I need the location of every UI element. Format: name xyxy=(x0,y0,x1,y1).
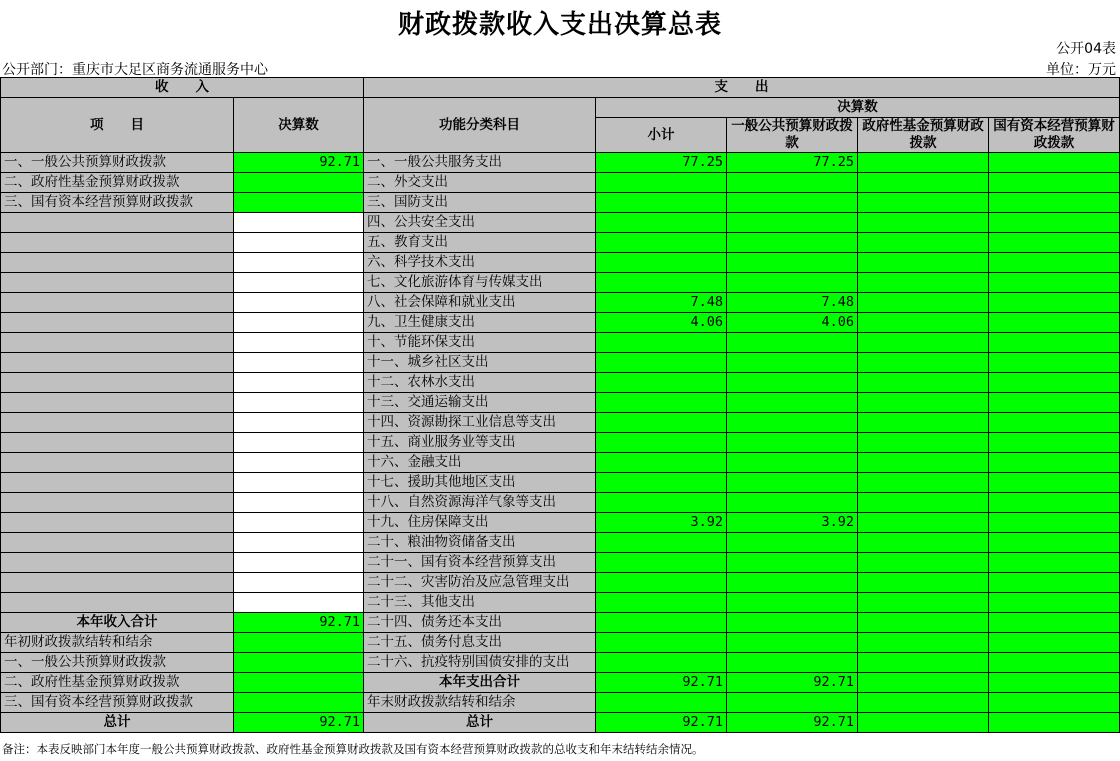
expense-state-capital xyxy=(989,273,1120,293)
expense-gov-fund xyxy=(858,193,989,213)
expense-item-label: 十九、住房保障支出 xyxy=(364,513,596,533)
expense-gov-fund xyxy=(858,153,989,173)
carryover-item-label: 三、国有资本经营预算财政拨款 xyxy=(1,693,234,713)
expense-item-label: 六、科学技术支出 xyxy=(364,253,596,273)
expense-state-capital xyxy=(989,653,1120,673)
expense-state-capital xyxy=(989,193,1120,213)
expense-total-gov-fund xyxy=(858,673,989,693)
expense-general xyxy=(727,653,858,673)
grand-total-state-capital xyxy=(989,713,1120,733)
table-row xyxy=(1,533,1120,553)
table-row xyxy=(1,153,1120,173)
expense-state-capital xyxy=(989,253,1120,273)
expense-state-capital xyxy=(989,453,1120,473)
expense-state-capital xyxy=(989,593,1120,613)
table-row xyxy=(1,593,1120,613)
expense-general xyxy=(727,393,858,413)
expense-item-label: 二十一、国有资本经营预算支出 xyxy=(364,553,596,573)
expense-subtotal xyxy=(596,493,727,513)
expense-item-label: 十二、农林水支出 xyxy=(364,373,596,393)
expense-state-capital xyxy=(989,153,1120,173)
expense-gov-fund xyxy=(858,553,989,573)
income-empty-label xyxy=(1,413,234,433)
expense-state-capital xyxy=(989,553,1120,573)
income-empty-value xyxy=(234,353,364,373)
expense-subtotal xyxy=(596,253,727,273)
income-empty-label xyxy=(1,533,234,553)
expense-item-label: 九、卫生健康支出 xyxy=(364,313,596,333)
expense-gov-fund xyxy=(858,593,989,613)
table-row xyxy=(1,213,1120,233)
carryover-item-label: 一、一般公共预算财政拨款 xyxy=(1,653,234,673)
year-end-label: 年末财政拨款结转和结余 xyxy=(364,693,596,713)
expense-gov-fund xyxy=(858,353,989,373)
income-empty-label xyxy=(1,493,234,513)
expense-subtotal xyxy=(596,233,727,253)
page-title: 财政拨款收入支出决算总表 xyxy=(397,10,722,40)
table-row xyxy=(1,333,1120,353)
table-row xyxy=(1,273,1120,293)
expense-item-label: 二十三、其他支出 xyxy=(364,593,596,613)
income-empty-value xyxy=(234,553,364,573)
income-empty-value xyxy=(234,433,364,453)
expense-subtotal xyxy=(596,653,727,673)
expense-state-capital xyxy=(989,293,1120,313)
income-empty-value xyxy=(234,533,364,553)
expense-item-label: 十一、城乡社区支出 xyxy=(364,353,596,373)
table-row xyxy=(1,553,1120,573)
expense-state-capital xyxy=(989,413,1120,433)
expense-item-label: 二、外交支出 xyxy=(364,173,596,193)
expense-general xyxy=(727,533,858,553)
income-header: 收 入 xyxy=(1,78,364,98)
income-empty-label xyxy=(1,293,234,313)
income-empty-value xyxy=(234,413,364,433)
expense-item-label: 二十二、灾害防治及应急管理支出 xyxy=(364,573,596,593)
expense-general xyxy=(727,253,858,273)
grand-total-income-label: 总计 xyxy=(1,713,234,733)
grand-total-subtotal: 92.71 xyxy=(596,713,727,733)
expense-subtotal xyxy=(596,453,727,473)
final-amount-header: 决算数 xyxy=(596,98,1120,118)
expense-general xyxy=(727,613,858,633)
expense-state-capital xyxy=(989,493,1120,513)
expense-item-label: 三、国防支出 xyxy=(364,193,596,213)
expense-general: 77.25 xyxy=(727,153,858,173)
expense-general xyxy=(727,573,858,593)
expense-gov-fund xyxy=(858,293,989,313)
table-row xyxy=(1,293,1120,313)
expense-state-capital xyxy=(989,433,1120,453)
expense-gov-fund xyxy=(858,413,989,433)
carryover-item-label: 二、政府性基金预算财政拨款 xyxy=(1,673,234,693)
expense-subtotal xyxy=(596,433,727,453)
expense-general xyxy=(727,353,858,373)
expense-item-label: 一、一般公共服务支出 xyxy=(364,153,596,173)
income-item-value xyxy=(234,193,364,213)
expense-item-label: 十、节能环保支出 xyxy=(364,333,596,353)
expense-item-label: 十三、交通运输支出 xyxy=(364,393,596,413)
table-row xyxy=(1,713,1120,733)
income-empty-label xyxy=(1,253,234,273)
expense-subtotal xyxy=(596,193,727,213)
income-empty-label xyxy=(1,393,234,413)
income-item-label: 三、国有资本经营预算财政拨款 xyxy=(1,193,234,213)
expense-subtotal xyxy=(596,273,727,293)
income-empty-label xyxy=(1,353,234,373)
expense-gov-fund xyxy=(858,273,989,293)
income-item-value xyxy=(234,173,364,193)
expense-subtotal: 3.92 xyxy=(596,513,727,533)
expense-gov-fund xyxy=(858,573,989,593)
expense-state-capital xyxy=(989,513,1120,533)
income-empty-value xyxy=(234,593,364,613)
income-empty-value xyxy=(234,393,364,413)
income-total-value: 92.71 xyxy=(234,613,364,633)
expense-general xyxy=(727,413,858,433)
state-capital-header: 国有资本经营预算财政拨款 xyxy=(989,118,1120,153)
expense-gov-fund xyxy=(858,633,989,653)
income-empty-value xyxy=(234,473,364,493)
expense-general: 3.92 xyxy=(727,513,858,533)
expense-state-capital xyxy=(989,393,1120,413)
expense-subtotal xyxy=(596,413,727,433)
expense-item-label: 十四、资源勘探工业信息等支出 xyxy=(364,413,596,433)
carryover-value xyxy=(234,633,364,653)
expense-subtotal: 7.48 xyxy=(596,293,727,313)
expense-subtotal xyxy=(596,373,727,393)
expense-general xyxy=(727,493,858,513)
expense-item-label: 二十五、债务付息支出 xyxy=(364,633,596,653)
income-empty-value xyxy=(234,373,364,393)
expense-subtotal: 4.06 xyxy=(596,313,727,333)
expense-item-label: 十五、商业服务业等支出 xyxy=(364,433,596,453)
expense-general xyxy=(727,473,858,493)
income-empty-label xyxy=(1,213,234,233)
income-item-label: 一、一般公共预算财政拨款 xyxy=(1,153,234,173)
expense-gov-fund xyxy=(858,233,989,253)
expense-subtotal: 77.25 xyxy=(596,153,727,173)
income-item-value: 92.71 xyxy=(234,153,364,173)
expense-general xyxy=(727,593,858,613)
expense-general xyxy=(727,633,858,653)
expense-subtotal xyxy=(596,533,727,553)
expense-general xyxy=(727,553,858,573)
gov-fund-header: 政府性基金预算财政拨款 xyxy=(858,118,989,153)
expense-general xyxy=(727,233,858,253)
expense-item-label: 二十六、抗疫特别国债安排的支出 xyxy=(364,653,596,673)
table-row xyxy=(1,453,1120,473)
item-header: 项 目 xyxy=(1,98,234,153)
amount-header: 决算数 xyxy=(234,98,364,153)
carryover-item-value xyxy=(234,653,364,673)
expense-item-label: 二十、粮油物资储备支出 xyxy=(364,533,596,553)
form-number: 公开04表 xyxy=(1056,41,1116,57)
grand-total-income-value: 92.71 xyxy=(234,713,364,733)
carryover-item-value xyxy=(234,693,364,713)
table-row xyxy=(1,633,1120,653)
expense-item-label: 四、公共安全支出 xyxy=(364,213,596,233)
income-total-label: 本年收入合计 xyxy=(1,613,234,633)
unit-label: 单位：万元 xyxy=(1046,62,1116,78)
expense-general xyxy=(727,453,858,473)
expense-state-capital xyxy=(989,213,1120,233)
table-row xyxy=(1,373,1120,393)
expense-state-capital xyxy=(989,533,1120,553)
expense-state-capital xyxy=(989,473,1120,493)
expense-total-general: 92.71 xyxy=(727,673,858,693)
income-empty-value xyxy=(234,573,364,593)
expense-general xyxy=(727,213,858,233)
expense-subtotal xyxy=(596,573,727,593)
expense-gov-fund xyxy=(858,253,989,273)
income-empty-label xyxy=(1,553,234,573)
year-end-subtotal xyxy=(596,693,727,713)
carryover-item-value xyxy=(234,673,364,693)
expense-item-label: 十八、自然资源海洋气象等支出 xyxy=(364,493,596,513)
table-row xyxy=(1,613,1120,633)
expense-item-label: 十六、金融支出 xyxy=(364,453,596,473)
expense-gov-fund xyxy=(858,333,989,353)
expense-gov-fund xyxy=(858,373,989,393)
table-row xyxy=(1,253,1120,273)
income-empty-value xyxy=(234,293,364,313)
expense-subtotal xyxy=(596,473,727,493)
expense-state-capital xyxy=(989,633,1120,653)
expense-general xyxy=(727,333,858,353)
income-empty-label xyxy=(1,333,234,353)
expense-state-capital xyxy=(989,333,1120,353)
expense-state-capital xyxy=(989,613,1120,633)
table-row xyxy=(1,513,1120,533)
grand-total-general: 92.71 xyxy=(727,713,858,733)
expense-gov-fund xyxy=(858,473,989,493)
expense-subtotal xyxy=(596,613,727,633)
expense-total-state-capital xyxy=(989,673,1120,693)
income-empty-label xyxy=(1,473,234,493)
table-row xyxy=(1,473,1120,493)
budget-table xyxy=(0,77,1120,733)
footnote: 备注：本表反映部门本年度一般公共预算财政拨款、政府性基金预算财政拨款及国有资本经营预算财政拨款的总收支和年末结转结余情况。 xyxy=(2,742,704,756)
table-row xyxy=(1,573,1120,593)
expense-state-capital xyxy=(989,173,1120,193)
income-empty-label xyxy=(1,273,234,293)
table-row xyxy=(1,353,1120,373)
year-end-state-capital xyxy=(989,693,1120,713)
income-empty-label xyxy=(1,573,234,593)
expense-total-label: 本年支出合计 xyxy=(364,673,596,693)
table-row xyxy=(1,673,1120,693)
table-row xyxy=(1,233,1120,253)
expense-item-label: 八、社会保障和就业支出 xyxy=(364,293,596,313)
expense-gov-fund xyxy=(858,393,989,413)
income-empty-value xyxy=(234,453,364,473)
expense-subtotal xyxy=(596,333,727,353)
expense-state-capital xyxy=(989,353,1120,373)
expense-subtotal xyxy=(596,213,727,233)
expense-gov-fund xyxy=(858,213,989,233)
expense-general: 7.48 xyxy=(727,293,858,313)
year-end-general xyxy=(727,693,858,713)
expense-gov-fund xyxy=(858,313,989,333)
table-row xyxy=(1,413,1120,433)
table-row xyxy=(1,493,1120,513)
income-empty-value xyxy=(234,253,364,273)
grand-total-gov-fund xyxy=(858,713,989,733)
expense-general xyxy=(727,173,858,193)
income-empty-value xyxy=(234,493,364,513)
expense-subtotal xyxy=(596,173,727,193)
table-row xyxy=(1,173,1120,193)
income-empty-label xyxy=(1,233,234,253)
expense-subtotal xyxy=(596,593,727,613)
table-row xyxy=(1,313,1120,333)
expense-general: 4.06 xyxy=(727,313,858,333)
expense-total-subtotal: 92.71 xyxy=(596,673,727,693)
expense-gov-fund xyxy=(858,453,989,473)
income-item-label: 二、政府性基金预算财政拨款 xyxy=(1,173,234,193)
table-row xyxy=(1,433,1120,453)
expense-subtotal xyxy=(596,633,727,653)
expense-state-capital xyxy=(989,573,1120,593)
income-empty-value xyxy=(234,513,364,533)
subtotal-header: 小计 xyxy=(596,118,727,153)
expense-general xyxy=(727,273,858,293)
expense-general xyxy=(727,193,858,213)
expense-gov-fund xyxy=(858,433,989,453)
func-subject-header: 功能分类科目 xyxy=(364,98,596,153)
expense-gov-fund xyxy=(858,533,989,553)
expense-gov-fund xyxy=(858,613,989,633)
table-row xyxy=(1,193,1120,213)
year-end-gov-fund xyxy=(858,693,989,713)
income-empty-value xyxy=(234,233,364,253)
expense-general xyxy=(727,373,858,393)
income-empty-label xyxy=(1,453,234,473)
expense-gov-fund xyxy=(858,173,989,193)
expense-state-capital xyxy=(989,313,1120,333)
expense-item-label: 十七、援助其他地区支出 xyxy=(364,473,596,493)
income-empty-value xyxy=(234,213,364,233)
expense-gov-fund xyxy=(858,513,989,533)
income-empty-label xyxy=(1,373,234,393)
table-row xyxy=(1,693,1120,713)
table-row xyxy=(1,393,1120,413)
expense-subtotal xyxy=(596,353,727,373)
income-empty-value xyxy=(234,273,364,293)
expense-state-capital xyxy=(989,373,1120,393)
expense-gov-fund xyxy=(858,653,989,673)
table-row xyxy=(1,653,1120,673)
expense-item-label: 二十四、债务还本支出 xyxy=(364,613,596,633)
expense-general xyxy=(727,433,858,453)
expense-gov-fund xyxy=(858,493,989,513)
income-empty-value xyxy=(234,313,364,333)
grand-total-expense-label: 总计 xyxy=(364,713,596,733)
income-empty-value xyxy=(234,333,364,353)
expense-subtotal xyxy=(596,553,727,573)
expense-item-label: 七、文化旅游体育与传媒支出 xyxy=(364,273,596,293)
carryover-label: 年初财政拨款结转和结余 xyxy=(1,633,234,653)
income-empty-label xyxy=(1,433,234,453)
department-label: 公开部门：重庆市大足区商务流通服务中心 xyxy=(2,62,268,78)
expense-item-label: 五、教育支出 xyxy=(364,233,596,253)
income-empty-label xyxy=(1,513,234,533)
expense-header: 支 出 xyxy=(364,78,1120,98)
expense-subtotal xyxy=(596,393,727,413)
general-budget-header: 一般公共预算财政拨款 xyxy=(727,118,858,153)
expense-state-capital xyxy=(989,233,1120,253)
income-empty-label xyxy=(1,593,234,613)
income-empty-label xyxy=(1,313,234,333)
